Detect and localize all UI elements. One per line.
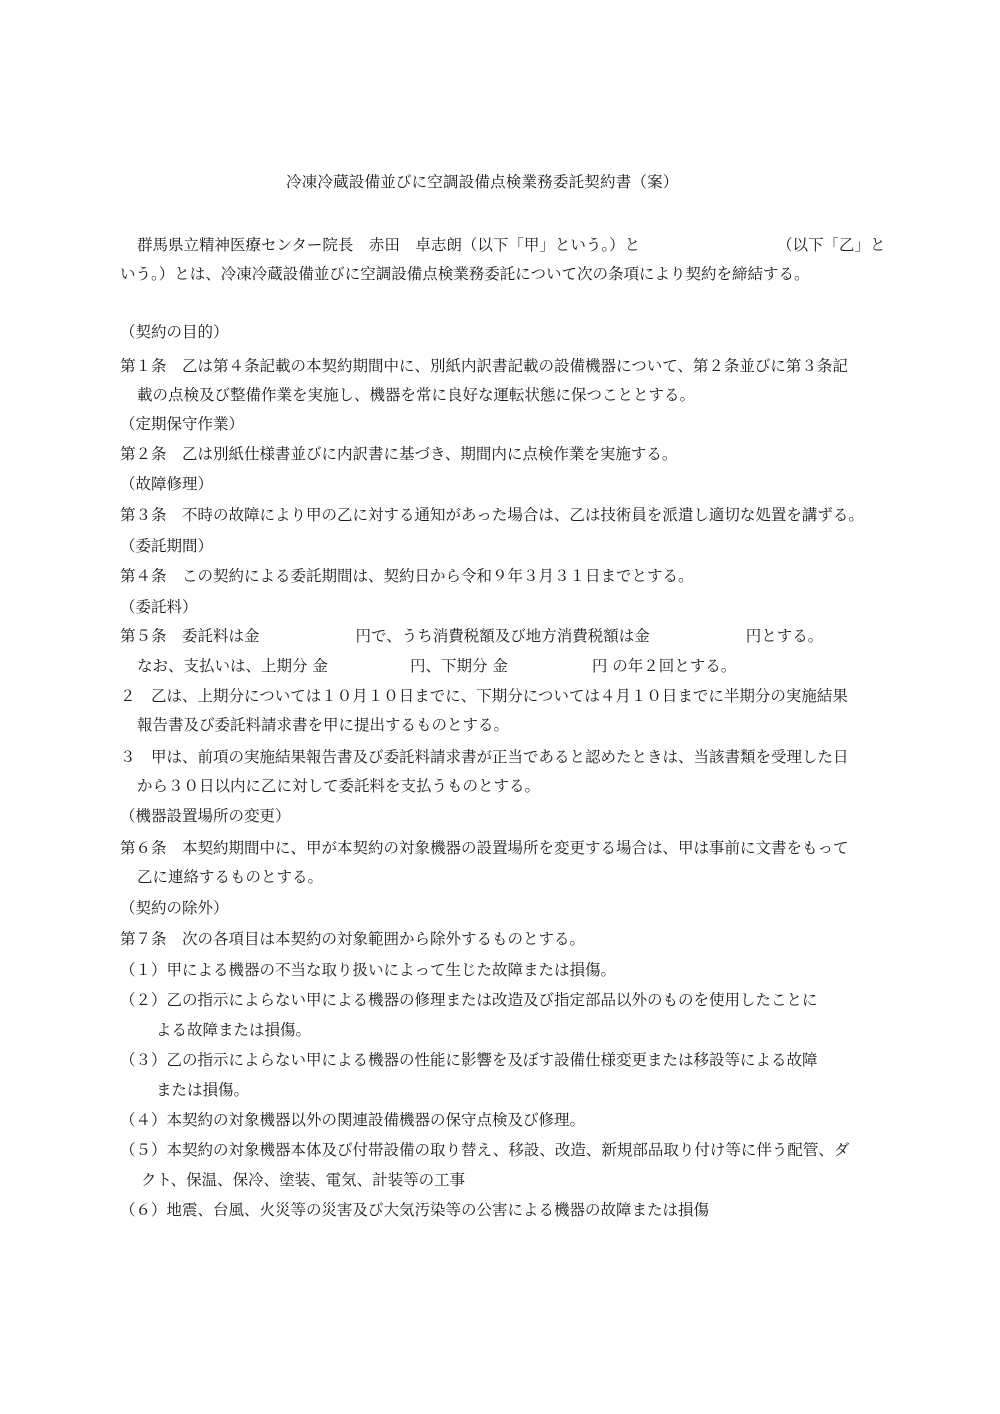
article-7-item-3-line-2: または損傷。 xyxy=(156,1081,250,1099)
article-5-para-3-line-1: ３ 甲は、前項の実施結果報告書及び委託料請求書が正当であると認めたときは、当該書類を受理した日 xyxy=(120,748,849,766)
article-7-item-2-line-2: よる故障または損傷。 xyxy=(156,1021,312,1039)
article-5-para-2-line-2: 報告書及び委託料請求書を甲に提出するものとする。 xyxy=(137,716,510,734)
article-3-heading: （故障修理） xyxy=(120,475,214,493)
article-5-fee-label: 第５条 委託料は金 xyxy=(120,627,260,645)
document-title: 冷凍冷蔵設備並びに空調設備点検業務委託契約書（案） xyxy=(286,173,679,191)
article-5-para-2-line-1: ２ 乙は、上期分については１０月１０日までに、下期分については４月１０日までに半期分の実施結果 xyxy=(120,687,848,705)
article-2-heading: （定期保守作業） xyxy=(120,415,245,433)
article-7-item-6: （６）地震、台風、火災等の災害及び大気汚染等の公害による機器の故障または損傷 xyxy=(120,1201,710,1219)
article-1-line-2: 載の点検及び整備作業を実施し、機器を常に良好な運転状態に保つこととする。 xyxy=(137,386,696,404)
article-7-item-4: （４）本契約の対象機器以外の関連設備機器の保守点検及び修理。 xyxy=(120,1111,586,1129)
article-7-item-2-line-1: （２）乙の指示によらない甲による機器の修理または改造及び指定部品以外のものを使用したことに xyxy=(120,991,818,1009)
article-1-heading: （契約の目的） xyxy=(120,323,229,341)
article-5-payment-end: 円 の年２回とする。 xyxy=(591,657,737,675)
article-5-line-1 xyxy=(120,626,823,646)
article-7-item-5-line-1: （５）本契約の対象機器本体及び付帯設備の取り替え、移設、改造、新規部品取り付け等に伴う配管、ダ xyxy=(120,1141,850,1159)
article-7-line-1: 第７条 次の各項目は本契約の対象範囲から除外するものとする。 xyxy=(120,930,586,948)
article-5-heading: （委託料） xyxy=(120,598,198,616)
article-5-second-half-label: 円、下期分 金 xyxy=(409,657,508,675)
article-5-first-half-label: なお、支払いは、上期分 金 xyxy=(137,657,328,675)
article-1-line-1: 第１条 乙は第４条記載の本契約期間中に、別紙内訳書記載の設備機器について、第２条並びに第３条記 xyxy=(120,357,848,375)
article-5-fee-end: 円とする。 xyxy=(745,627,824,645)
article-3-line-1: 第３条 不時の故障により甲の乙に対する通知があった場合は、乙は技術員を派遣し適切な処置を講ずる。 xyxy=(120,506,864,524)
article-6-heading: （機器設置場所の変更） xyxy=(120,807,291,825)
preamble-line-2: いう。）とは、冷凍冷蔵設備並びに空調設備点検業務委託について次の条項により契約を締結する。 xyxy=(120,265,810,283)
article-2-line-1: 第２条 乙は別紙仕様書並びに内訳書に基づき、期間内に点検作業を実施する。 xyxy=(120,445,678,463)
preamble-line-1-left: 群馬県立精神医療センター院長 赤田 卓志朗（以下「甲」という。）と xyxy=(137,236,641,254)
article-5-tax-label: 円で、うち消費税額及び地方消費税額は金 xyxy=(355,627,650,645)
article-4-line-1: 第４条 この契約による委託期間は、契約日から令和９年３月３１日までとする。 xyxy=(120,567,694,585)
article-7-item-3-line-1: （３）乙の指示によらない甲による機器の性能に影響を及ぼす設備仕様変更または移設等による故障 xyxy=(120,1051,818,1069)
article-7-item-1: （１）甲による機器の不当な取り扱いによって生じた故障または損傷。 xyxy=(120,961,617,979)
article-7-item-5-line-2: クト、保温、保冷、塗装、電気、計装等の工事 xyxy=(141,1171,466,1189)
article-5-line-2 xyxy=(137,656,736,676)
article-7-heading: （契約の除外） xyxy=(120,899,229,917)
article-5-para-3-line-2: から３０日以内に乙に対して委託料を支払うものとする。 xyxy=(137,777,541,795)
article-6-line-2: 乙に連絡するものとする。 xyxy=(137,868,324,886)
article-4-heading: （委託期間） xyxy=(120,537,214,555)
article-6-line-1: 第６条 本契約期間中に、甲が本契約の対象機器の設置場所を変更する場合は、甲は事前に文書をもって xyxy=(120,839,849,857)
preamble-line-1-right: （以下「乙」と xyxy=(777,236,886,254)
